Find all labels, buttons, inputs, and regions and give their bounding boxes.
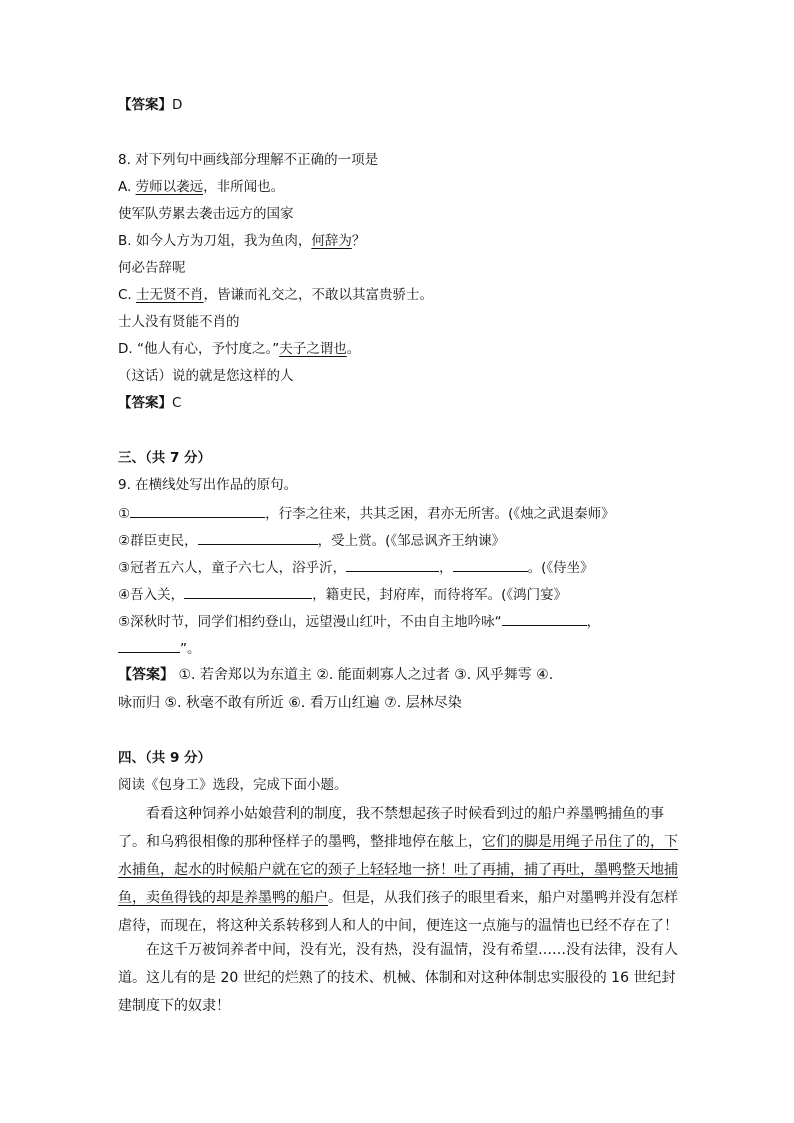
option-rest: ，非所闻也。	[203, 179, 285, 195]
q8-option-b-gloss: 何必告辞呢	[118, 260, 186, 276]
answer-blank[interactable]	[453, 557, 528, 572]
q9-answer	[118, 666, 553, 684]
answer-value: D	[172, 97, 183, 113]
q8-option-d	[118, 340, 360, 358]
answer-blank[interactable]	[130, 503, 265, 518]
answer-value: C	[172, 395, 182, 411]
answer-blank[interactable]	[198, 530, 318, 545]
answer-label: 【答案】	[118, 667, 174, 683]
section-3-heading: 三、（共 7 分）	[118, 450, 212, 466]
option-rest: ，皆谦而礼交之，不敢以其富贵骄士。	[203, 287, 434, 303]
item-separator: ，	[439, 560, 453, 576]
item-text: ，行李之往来，共其乏困，君亦无所害。(《烛之武退秦师》	[265, 506, 615, 522]
q9-item-5	[118, 611, 600, 631]
q8-option-c-gloss: 士人没有贤能不肖的	[118, 314, 240, 330]
q9-item-4	[118, 584, 567, 604]
question-8-stem: 8. 对下列句中画线部分理解不正确的一项是	[118, 152, 379, 168]
item-text: ”。	[180, 641, 201, 657]
option-rest: 。	[346, 341, 361, 357]
option-prefix: D. “他人有心，予忖度之。”	[118, 341, 280, 357]
passage-paragraph-1	[118, 800, 678, 940]
answer-label: 【答案】	[118, 97, 172, 113]
answer-blank[interactable]	[184, 584, 312, 599]
item-text: ，籍吏民，封府库，而待将军。(《鸿门宴》	[312, 587, 568, 603]
section-4-instruction: 阅读《包身工》选段，完成下面小题。	[118, 777, 348, 793]
item-number: ②群臣吏民，	[118, 533, 198, 549]
q9-item-2	[118, 530, 505, 550]
answer-text: ①. 若舍郑以为东道主 ②. 能面刺寡人之过者 ③. 风乎舞雩 ④.	[174, 667, 554, 683]
item-text: ，受上赏。(《邹忌讽齐王纳谏》	[317, 533, 506, 549]
q9-item-1	[118, 503, 615, 523]
q9-item-5-cont	[118, 638, 201, 658]
question-9-stem: 9. 在横线处写出作品的原句。	[118, 477, 298, 493]
answer-label: 【答案】	[118, 395, 172, 411]
underlined-text: 夫子之谓也	[279, 341, 347, 357]
item-separator: ，	[586, 614, 601, 630]
answer-blank[interactable]	[502, 611, 587, 626]
underlined-text: 何辞为	[311, 233, 352, 249]
option-prefix: C.	[118, 287, 137, 303]
q9-item-3	[118, 557, 594, 577]
passage-text: 看看这种饲养小姑娘营利的制度，我不禁想起孩子时候看到过的船户养墨鸭捕鱼的事了。和乌鸦很相像的那种怪样子的墨鸭，整排地停在舷上，	[118, 806, 664, 850]
passage-text: 。但是，从我们孩子的眼里看来，船户对墨鸭并没有怎样虐待，而现在，将这种关系转移到人和人的中间，便连这一点施与的温情也已经不存在了！	[118, 890, 678, 934]
option-rest: ？	[351, 233, 366, 249]
passage-text: 在这千万被饲养者中间，没有光，没有热，没有温情，没有希望……没有法律，没有人道。这儿有的是 20 世纪的烂熟了的技术、机械、体制和对这种体制忠实服役的 16 世纪封建制度下的奴隶！	[118, 942, 678, 1014]
item-number: ④吾入关，	[118, 587, 185, 603]
item-number: ⑤深秋时节，同学们相约登山，远望漫山红叶，不由自主地吟咏“	[118, 614, 502, 630]
underlined-text: 士无贤不肖	[136, 287, 204, 303]
q8-option-b	[118, 232, 365, 250]
item-number: ①	[118, 506, 131, 522]
q8-option-a	[118, 178, 284, 196]
underlined-text: 它们的脚是用绳子吊住了的，下水捕鱼，起水的时候船户就在它的颈子上轻轻地一挤！吐了再捕，捕了再吐，墨鸭整天地捕鱼，卖鱼得钱的却是养墨鸭的船户	[118, 834, 678, 906]
answer-line-7	[118, 96, 182, 114]
item-number: ③冠者五六人，童子六七人，浴乎沂，	[118, 560, 347, 576]
q9-answer-cont: 咏而归 ⑤. 秋毫不敢有所近 ⑥. 看万山红遍 ⑦. 层林尽染	[118, 695, 462, 711]
section-4-heading: 四、（共 9 分）	[118, 750, 212, 766]
passage-paragraph-2	[118, 936, 678, 1020]
option-prefix: B. 如今人方为刀俎，我为鱼肉，	[118, 233, 312, 249]
q8-option-d-gloss: （这话）说的就是您这样的人	[118, 368, 294, 384]
answer-line-8	[118, 394, 181, 412]
option-prefix: A.	[118, 179, 136, 195]
underlined-text: 劳师以袭远	[135, 179, 204, 195]
answer-blank[interactable]	[118, 638, 180, 653]
q8-option-a-gloss: 使军队劳累去袭击远方的国家	[118, 206, 294, 222]
item-text: 。(《侍坐》	[527, 560, 594, 576]
answer-blank[interactable]	[346, 557, 439, 572]
q8-option-c	[118, 286, 433, 304]
